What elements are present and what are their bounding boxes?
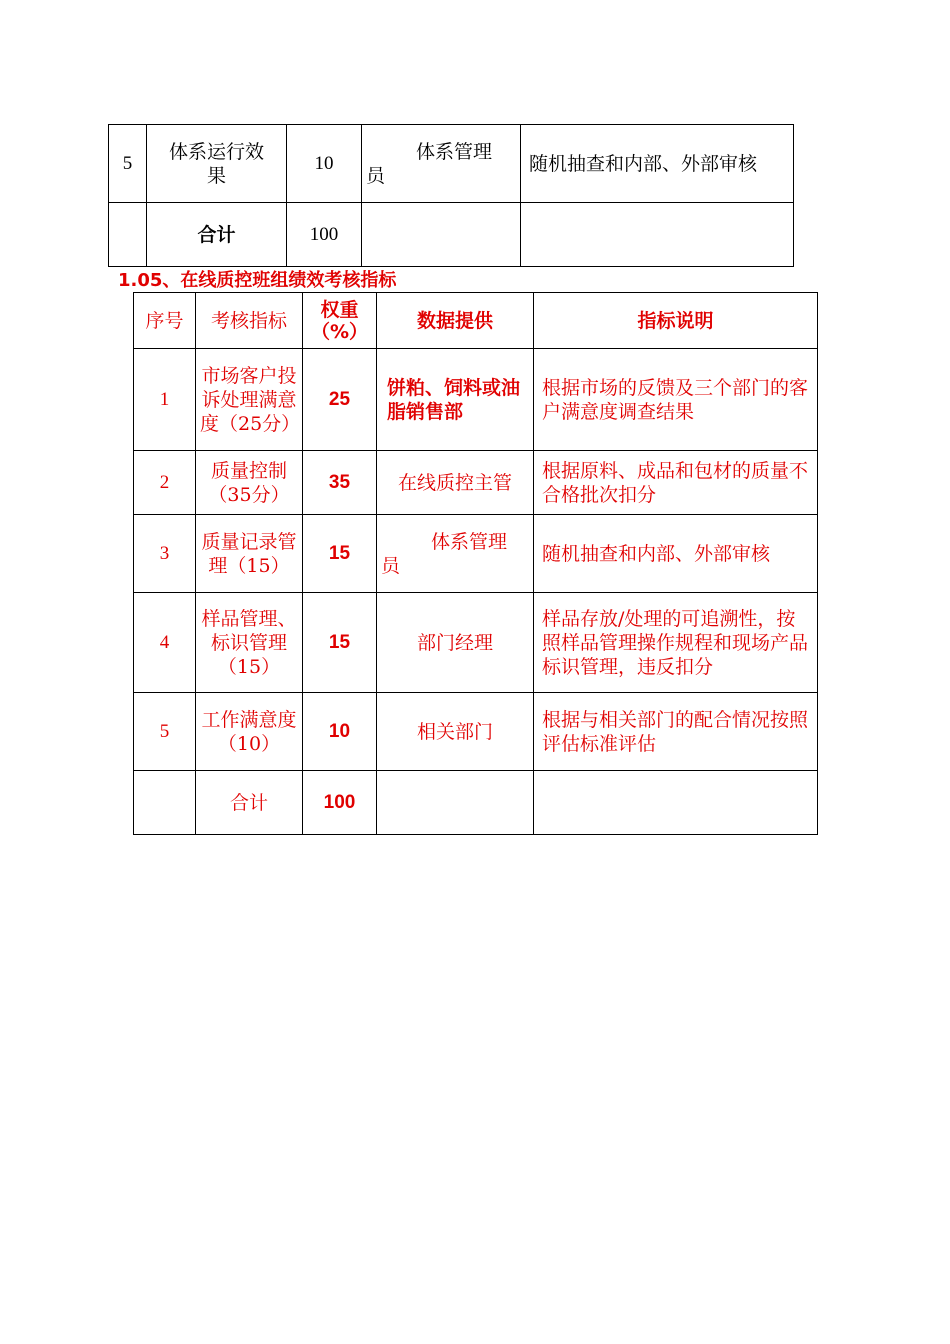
provider-line-1: 体系管理: [431, 530, 508, 553]
table-row: [134, 771, 818, 835]
provider-line-2: 员: [381, 554, 401, 577]
provider-line-1: 体系管理: [416, 140, 493, 163]
provider-line-2: 员: [366, 164, 386, 187]
indicator-cell: 质量记录管理（15）: [196, 515, 303, 593]
seq-cell: 5: [134, 693, 196, 771]
seq-cell: 2: [134, 451, 196, 515]
provider-cell: [377, 515, 534, 593]
indicator-cell: 样品管理、标识管理（15）: [196, 593, 303, 693]
indicator-cell: 市场客户投诉处理满意度（25分）: [196, 349, 303, 451]
total-label-cell: 合计: [147, 203, 287, 267]
description-cell: 随机抽查和内部、外部审核: [534, 515, 818, 593]
weight-cell: 15: [303, 593, 377, 693]
indicator-line-1: 体系运行效: [168, 140, 264, 163]
provider-cell: 饼粕、饲料或油脂销售部: [377, 349, 534, 451]
seq-cell: 1: [134, 349, 196, 451]
indicator-line-2: 果: [206, 164, 226, 187]
header-weight: 权重（%）: [303, 293, 377, 349]
provider-cell: 在线质控主管: [377, 451, 534, 515]
seq-cell: 3: [134, 515, 196, 593]
weight-cell: 10: [287, 125, 362, 203]
table-row: [134, 451, 818, 515]
header-description: 指标说明: [534, 293, 818, 349]
provider-cell: 部门经理: [377, 593, 534, 693]
total-label-cell: 合计: [196, 771, 303, 835]
weight-cell: 35: [303, 451, 377, 515]
provider-cell: 相关部门: [377, 693, 534, 771]
table-row: [134, 593, 818, 693]
header-row: [134, 293, 818, 349]
provider-cell: [362, 203, 521, 267]
table-row: [134, 515, 818, 593]
seq-cell: 4: [134, 593, 196, 693]
header-provider: 数据提供: [377, 293, 534, 349]
total-weight-cell: 100: [287, 203, 362, 267]
top-table: [108, 124, 794, 267]
weight-cell: 10: [303, 693, 377, 771]
table-row: [134, 693, 818, 771]
provider-cell: [377, 771, 534, 835]
table-row: [134, 349, 818, 451]
description-cell: 根据与相关部门的配合情况按照评估标准评估: [534, 693, 818, 771]
description-cell: 根据原料、成品和包材的质量不合格批次扣分: [534, 451, 818, 515]
indicator-cell: 工作满意度（10）: [196, 693, 303, 771]
weight-cell: 25: [303, 349, 377, 451]
table-row: [109, 125, 794, 203]
kpi-table: [133, 292, 818, 835]
weight-cell: 15: [303, 515, 377, 593]
seq-cell: [134, 771, 196, 835]
seq-cell: [109, 203, 147, 267]
description-cell: 根据市场的反馈及三个部门的客户满意度调查结果: [534, 349, 818, 451]
description-cell: 样品存放/处理的可追溯性，按照样品管理操作规程和现场产品标识管理，违反扣分: [534, 593, 818, 693]
description-cell: [521, 203, 794, 267]
description-cell: [534, 771, 818, 835]
header-seq: 序号: [134, 293, 196, 349]
table-row: [109, 203, 794, 267]
seq-cell: 5: [109, 125, 147, 203]
header-indicator: 考核指标: [196, 293, 303, 349]
description-cell: 随机抽查和内部、外部审核: [521, 125, 794, 203]
provider-cell: [362, 125, 521, 203]
indicator-cell: 质量控制（35分）: [196, 451, 303, 515]
section-title: 1.05、在线质控班组绩效考核指标: [118, 270, 397, 291]
total-weight-cell: 100: [303, 771, 377, 835]
indicator-cell: [147, 125, 287, 203]
